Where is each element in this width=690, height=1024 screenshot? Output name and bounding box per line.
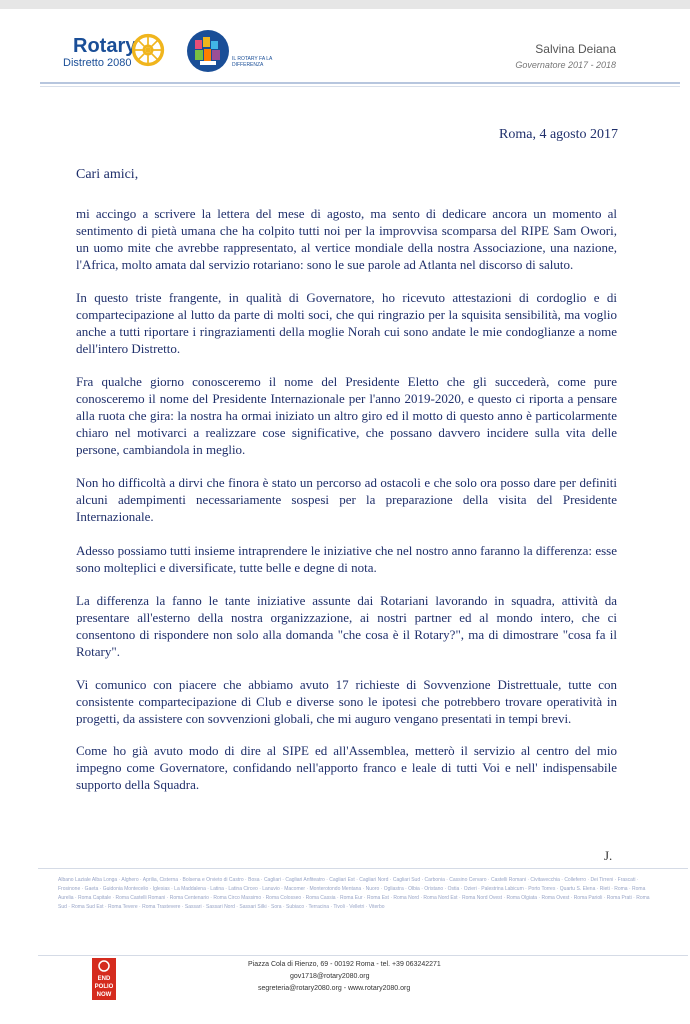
secretary-email-website: segreteria@rotary2080.org - www.rotary2080.org — [258, 985, 411, 992]
letterhead — [0, 9, 690, 87]
address: Piazza Cola di Rienzo, 69 - 00192 Roma - tel. +39 063242271 — [248, 961, 441, 968]
letter-date: Roma, 4 agosto 2017 — [499, 127, 618, 142]
rotary-logo-word: Rotary — [73, 35, 137, 57]
header-divider — [40, 82, 680, 84]
club-list: Albano Laziale Alba Longa · Alghero · Aprilia, Cisterna · Bolsena e Orvieto di Castro · Bosa · Cagliari · Cagliari Anfiteatro · Cagliari Est · Cagliari Nord · Cagliari Sud · Carbonia · Cassino Cervaro · Castelli Romani · Civitavecchia · Colleferro · Dei Tirreni · Frascati · Frosinone · Gaeta · Guidonia Montecelio · Iglesias · La Maddalena · Latina · Latina Circeo · Lanuvio · Macomer · Monterotondo Mentana · Nuoro · Ogliastra · Olbia · Oristano · Ostia · Ozieri · Palestrina Labicum · Porto Torres · Quartu S. Elena · Rieti · Roma · Roma Aurelia · Roma Capitale · Roma Castelli Romani · Roma Centenario · Roma Circo Massimo · Roma Colosseo · Roma Cassia · Roma Eur · Roma Est · Roma Nord · Roma Nord Est · Roma Nord Ovest · Roma Olgiata · Roma Ovest · Roma Parioli · Roma Prati · Roma Sud · Roma Sud Est · Roma Tevere · Roma Trastevere · Sassari · Sassari Nord · Sassari Silki · Sora · Subiaco · Terracina · Tivoli · Velletri · Viterbo — [58, 877, 650, 910]
contact-block — [248, 959, 441, 995]
letter-salutation: Cari amici, — [76, 167, 139, 182]
end-polio-now-logo — [84, 958, 124, 1000]
paragraph-2: In questo triste frangente, in qualità di Governatore, ho ricevuto attestazioni di cordoglio e di compartecipazione al lutto da parte di molti soci, che qui ringrazio per la squisita sensibilità, ma voglio anche a tutti riportare i ringraziamenti della moglie Norah cui sono andate le mie condoglianze a nome dell'intero Distretto. — [76, 290, 617, 356]
theme-logo-icon — [186, 29, 230, 73]
footer-divider — [38, 868, 688, 869]
rotary-wheel-icon — [131, 33, 165, 67]
district-label: Distretto 2080 — [63, 57, 132, 69]
polio-word-1: END — [97, 976, 111, 982]
governor-email: gov1718@rotary2080.org — [290, 973, 370, 980]
paragraph-5: Adesso possiamo tutti insieme intraprendere le iniziative che nel nostro anno faranno la differenza: esse sono molteplici e diversificate, tutte belle e degne di nota. — [76, 543, 617, 575]
governor-name: Salvina Deiana — [535, 42, 616, 56]
paragraph-1: mi accingo a scrivere la lettera del mese di agosto, ma sento di dedicare ancora un momento al sentimento di pietà umana che ha colpito tutti noi per la improvvisa scomparsa del RIPE Sam Owori, un uomo mite che avrebbe rappresentato, al vertice mondiale della nostra Associazione, una nazione, l'Africa, molto amata dal servizio rotariano: sono le sue parole ad Atlanta nel discorso di saluto. — [76, 206, 617, 272]
footer-divider-bottom — [38, 955, 688, 956]
paragraph-7: Vi comunico con piacere che abbiamo avuto 17 richieste di Sovvenzione Distrettuale, tutte con consistente compartecipazione di Club e diverse sono le ipotesi che potrebbero trovare operatività in progetti, da assistere con sovvenzioni globali, che mi auguro vengano presentati in tempi brevi. — [76, 677, 617, 726]
polio-word-3: NOW — [96, 992, 112, 998]
paragraph-6: La differenza la fanno le tante iniziative assunte dai Rotariani lavorando in squadra, attività da presentare all'esterno della nostra organizzazione, ai nostri partner ed al mondo intero, che ci consentono di rispondere non solo alla domanda "che cosa è il Rotary?", ma di dimostrare "cosa fa il Rotary". — [76, 593, 617, 659]
polio-word-2: POLIO — [94, 984, 114, 990]
paragraph-8: Come ho già avuto modo di dire al SIPE ed all'Assemblea, metterò il servizio al centro del mio impegno come Governatore, confidando nell'apporto franco e leale di tutti Voi e nell' indispensabile supporto della Squadra. — [76, 743, 617, 792]
governor-title: Governatore 2017 - 2018 — [515, 60, 616, 70]
header-divider-thin — [40, 86, 680, 87]
paragraph-3: Fra qualche giorno conosceremo il nome del Presidente Eletto che gli succederà, come pure conosceremo il nome del Presidente Internazionale per l'anno 2019-2020, e questo ci riporta a pensare alla ruota che gira: la nostra ha ormai iniziato un altro giro ed il motto di questo anno è particolarmente chiaro nel motivarci a realizzare cose significative, che possano davvero incidere sulla vita delle persone, cambiandola in meglio. — [76, 374, 617, 457]
paragraph-4: Non ho difficoltà a dirvi che finora è stato un percorso ad ostacoli e che solo ora posso dare per definiti alcuni adempimenti necessariamente sospesi per la preparazione della visita del Presidente Internazionale. — [76, 475, 617, 524]
top-bar — [0, 0, 690, 9]
polio-badge-icon — [84, 958, 124, 1000]
theme-logo-text: IL ROTARY FA LA DIFFERENZA — [232, 56, 273, 68]
signature-mark: J. — [604, 848, 613, 863]
